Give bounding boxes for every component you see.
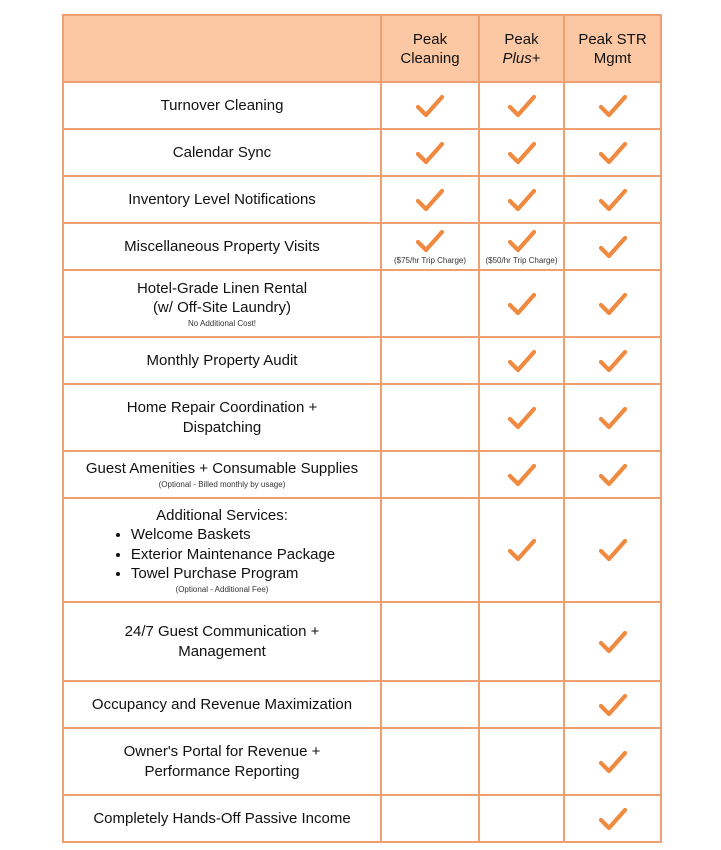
check-cell-peak-plus — [479, 451, 564, 498]
checkmark-icon — [565, 537, 660, 563]
check-cell-peak-cleaning — [381, 602, 479, 681]
feature-cell — [63, 728, 381, 795]
feature-title: Guest Amenities + Consumable Supplies — [85, 460, 359, 478]
checkmark-icon — [565, 749, 660, 775]
check-cell-peak-plus — [479, 270, 564, 337]
header-line1: Peak STR — [578, 30, 647, 48]
checkmark-icon — [565, 692, 660, 718]
feature-note: No Additional Cost! — [187, 318, 257, 328]
feature-title: Monthly Property Audit — [146, 351, 298, 369]
checkmark-icon — [480, 187, 563, 213]
feature-title: Turnover Cleaning — [160, 96, 284, 114]
check-cell-peak-plus — [479, 681, 564, 728]
check-cell-peak-str-mgmt — [564, 176, 661, 223]
check-cell-peak-str-mgmt — [564, 728, 661, 795]
check-cell-peak-cleaning — [381, 498, 479, 602]
check-cell-peak-str-mgmt — [564, 82, 661, 129]
checkmark-icon — [480, 405, 563, 431]
feature-title: Owner's Portal for Revenue + Performance Reporting — [123, 743, 321, 780]
feature-cell — [63, 223, 381, 270]
table-row — [63, 129, 661, 176]
feature-cell — [63, 681, 381, 728]
check-cell-peak-str-mgmt — [564, 337, 661, 384]
check-cell-peak-str-mgmt — [564, 223, 661, 270]
checkmark-icon — [565, 405, 660, 431]
check-cell-peak-plus — [479, 602, 564, 681]
check-cell-peak-plus — [479, 82, 564, 129]
table-row — [63, 223, 661, 270]
feature-cell — [63, 602, 381, 681]
feature-cell — [63, 498, 381, 602]
check-cell-peak-str-mgmt — [564, 129, 661, 176]
check-cell-peak-plus — [479, 384, 564, 451]
table-row — [63, 451, 661, 498]
feature-title: Inventory Level Notifications — [128, 190, 316, 208]
feature-cell — [63, 795, 381, 842]
table-row — [63, 602, 661, 681]
check-cell-peak-plus — [479, 129, 564, 176]
list-item: • Towel Purchase Program — [131, 564, 335, 584]
checkmark-icon — [565, 348, 660, 374]
check-cell-peak-plus — [479, 223, 564, 270]
check-cell-peak-plus — [479, 176, 564, 223]
table-row — [63, 176, 661, 223]
feature-note: (Optional - Additional Fee) — [175, 584, 269, 594]
list-item: • Exterior Maintenance Package — [131, 545, 335, 565]
feature-cell — [63, 270, 381, 337]
check-cell-peak-str-mgmt — [564, 498, 661, 602]
list-item: • Welcome Baskets — [131, 525, 335, 545]
check-cell-peak-str-mgmt — [564, 795, 661, 842]
check-cell-peak-cleaning — [381, 129, 479, 176]
table-row — [63, 681, 661, 728]
checkmark-icon — [480, 462, 563, 488]
feature-cell — [63, 176, 381, 223]
feature-title: Completely Hands-Off Passive Income — [93, 809, 351, 827]
header-row — [63, 15, 661, 82]
check-cell-peak-str-mgmt — [564, 602, 661, 681]
check-cell-peak-cleaning — [381, 223, 479, 270]
comparison-table — [62, 14, 662, 843]
feature-title: 24/7 Guest Communication + Management — [124, 623, 320, 660]
header-line1: Peak — [504, 30, 539, 48]
header-feature-cell — [63, 15, 381, 82]
table-row — [63, 337, 661, 384]
checkmark-icon — [382, 187, 478, 213]
header-line1: Peak — [412, 30, 448, 48]
checkmark-icon — [565, 462, 660, 488]
checkmark-icon — [565, 806, 660, 832]
checkmark-icon — [565, 140, 660, 166]
checkmark-icon — [382, 140, 478, 166]
feature-title: Miscellaneous Property Visits — [124, 237, 320, 255]
feature-cell — [63, 451, 381, 498]
checkmark-icon — [382, 228, 478, 254]
check-cell-peak-cleaning — [381, 337, 479, 384]
trip-charge-note: ($75/hr Trip Charge) — [393, 255, 467, 265]
feature-title: Home Repair Coordination + Dispatching — [126, 399, 318, 436]
check-cell-peak-cleaning — [381, 82, 479, 129]
checkmark-icon — [480, 93, 563, 119]
checkmark-icon — [480, 537, 563, 563]
checkmark-icon — [480, 140, 563, 166]
check-cell-peak-str-mgmt — [564, 451, 661, 498]
header-line2: Plus — [502, 49, 532, 67]
feature-cell — [63, 82, 381, 129]
additional-services — [109, 506, 335, 584]
checkmark-icon — [480, 348, 563, 374]
check-cell-peak-cleaning — [381, 176, 479, 223]
check-cell-peak-plus — [479, 728, 564, 795]
header-peak-cleaning — [381, 15, 479, 82]
check-cell-peak-str-mgmt — [564, 384, 661, 451]
check-cell-peak-cleaning — [381, 384, 479, 451]
table-row — [63, 728, 661, 795]
feature-cell — [63, 384, 381, 451]
trip-charge-note: ($50/hr Trip Charge) — [485, 255, 558, 265]
check-cell-peak-plus — [479, 795, 564, 842]
checkmark-icon — [480, 228, 563, 254]
header-line2-suffix: + — [531, 49, 541, 67]
header-line2: Mgmt — [593, 49, 632, 67]
check-cell-peak-plus — [479, 498, 564, 602]
feature-cell — [63, 337, 381, 384]
table-row — [63, 498, 661, 602]
check-cell-peak-str-mgmt — [564, 681, 661, 728]
check-cell-peak-cleaning — [381, 451, 479, 498]
checkmark-icon — [382, 93, 478, 119]
feature-note: (Optional - Billed monthly by usage) — [158, 479, 286, 489]
checkmark-icon — [480, 291, 563, 317]
header-line2: Cleaning — [400, 49, 460, 67]
header-peak-plus — [479, 15, 564, 82]
table-row — [63, 384, 661, 451]
checkmark-icon — [565, 629, 660, 655]
check-cell-peak-cleaning — [381, 681, 479, 728]
check-cell-peak-cleaning — [381, 728, 479, 795]
feature-cell — [63, 129, 381, 176]
checkmark-icon — [565, 291, 660, 317]
feature-title: Calendar Sync — [172, 143, 272, 161]
checkmark-icon — [565, 234, 660, 260]
check-cell-peak-str-mgmt — [564, 270, 661, 337]
table-row — [63, 795, 661, 842]
checkmark-icon — [565, 187, 660, 213]
check-cell-peak-cleaning — [381, 270, 479, 337]
header-peak-str-mgmt — [564, 15, 661, 82]
table-row — [63, 270, 661, 337]
services-list — [109, 525, 335, 584]
check-cell-peak-plus — [479, 337, 564, 384]
checkmark-icon — [565, 93, 660, 119]
check-cell-peak-cleaning — [381, 795, 479, 842]
table-row — [63, 82, 661, 129]
feature-title: Occupancy and Revenue Maximization — [91, 695, 353, 713]
feature-title: Hotel-Grade Linen Rental (w/ Off-Site Laundry) — [136, 279, 308, 316]
feature-title: Additional Services: — [156, 506, 288, 524]
